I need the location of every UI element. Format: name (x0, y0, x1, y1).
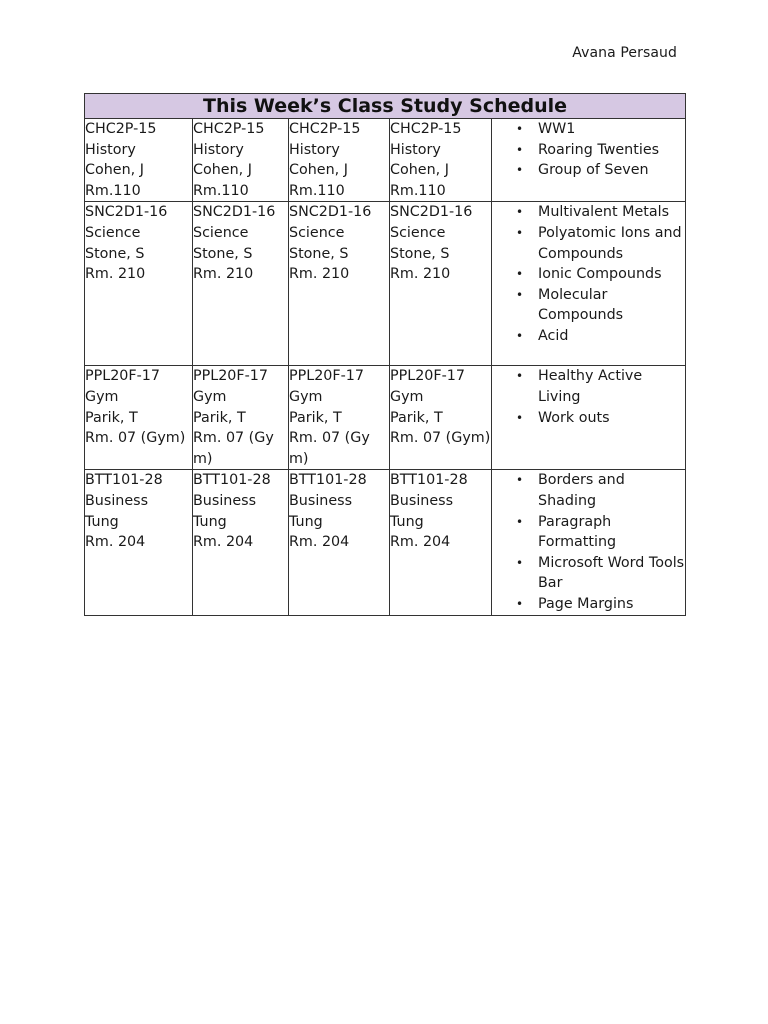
topics-cell (492, 470, 686, 615)
course-cell (289, 119, 390, 202)
topic-item: • Healthy Active Living (492, 366, 685, 407)
course-code: PPL20F-17 (289, 368, 364, 385)
course-cell (193, 470, 289, 615)
topic-item: • WW1 (492, 119, 685, 140)
course-code: PPL20F-17 (193, 368, 268, 385)
course-room: Rm. 07 (Gym) (390, 430, 491, 447)
course-code: SNC2D1-16 (193, 204, 276, 221)
course-teacher: Cohen, J (289, 162, 348, 179)
course-subject: History (289, 141, 340, 158)
course-code: PPL20F-17 (85, 368, 160, 385)
course-teacher: Stone, S (193, 245, 253, 262)
topic-item: • Borders and Shading (492, 470, 685, 511)
course-room: Rm. 204 (193, 534, 254, 551)
course-room: Rm. 210 (289, 266, 350, 283)
course-cell (85, 119, 193, 202)
course-cell (193, 202, 289, 366)
course-cell (85, 202, 193, 366)
course-subject: Science (289, 224, 345, 241)
course-teacher: Tung (289, 513, 323, 530)
course-cell (289, 202, 390, 366)
course-code: BTT101-28 (85, 472, 163, 489)
course-room: Rm.110 (193, 182, 249, 199)
course-code: SNC2D1-16 (85, 204, 168, 221)
course-cell (289, 366, 390, 470)
schedule-row-science (85, 202, 686, 366)
course-teacher: Parik, T (289, 409, 342, 426)
course-teacher: Parik, T (85, 409, 138, 426)
course-teacher: Tung (85, 513, 119, 530)
topic-item: • Polyatomic Ions and Compounds (492, 223, 685, 264)
topic-item: • Microsoft Word Tools Bar (492, 553, 685, 594)
course-teacher: Parik, T (193, 409, 246, 426)
course-teacher: Stone, S (390, 245, 450, 262)
course-code: CHC2P-15 (289, 121, 361, 137)
course-code: BTT101-28 (289, 472, 367, 489)
course-code: SNC2D1-16 (289, 204, 372, 221)
course-code: SNC2D1-16 (390, 204, 473, 221)
course-cell (193, 119, 289, 202)
topic-item: • Paragraph Formatting (492, 512, 685, 553)
schedule-row-gym (85, 366, 686, 470)
course-subject: Gym (85, 388, 119, 405)
study-schedule-table (84, 93, 686, 616)
course-room: Rm.110 (289, 182, 345, 199)
course-teacher: Stone, S (85, 245, 145, 262)
topic-item: • Multivalent Metals (492, 202, 685, 223)
course-room: Rm. 210 (193, 266, 254, 283)
topic-item: • Acid (492, 326, 685, 347)
course-cell (390, 202, 492, 366)
course-room: Rm. 204 (390, 534, 451, 551)
course-subject: Gym (390, 388, 424, 405)
topics-list (492, 119, 685, 181)
topic-item: • Group of Seven (492, 160, 685, 181)
topic-item: • Page Margins (492, 594, 685, 615)
topics-cell (492, 202, 686, 366)
course-subject: History (390, 141, 441, 158)
topics-list (492, 366, 685, 428)
course-teacher: Cohen, J (390, 162, 449, 179)
course-room: Rm. 210 (390, 266, 451, 283)
course-subject: Science (193, 224, 249, 241)
course-code: PPL20F-17 (390, 368, 465, 385)
course-code: BTT101-28 (390, 472, 468, 489)
course-room: Rm. 204 (289, 534, 350, 551)
course-subject: History (193, 141, 244, 158)
course-subject: Business (390, 492, 454, 509)
course-subject: Gym (289, 388, 323, 405)
schedule-title: This Week’s Class Study Schedule (85, 94, 686, 119)
topic-item: • Work outs (492, 408, 685, 429)
course-subject: Science (390, 224, 446, 241)
topics-list (492, 202, 685, 346)
topic-item: • Ionic Compounds (492, 264, 685, 285)
document-author: Avana Persaud (572, 45, 677, 61)
course-room: Rm. 07 (Gym) (193, 430, 274, 467)
course-room: Rm. 210 (85, 266, 146, 283)
course-cell (85, 366, 193, 470)
course-teacher: Stone, S (289, 245, 349, 262)
course-room: Rm.110 (390, 182, 446, 199)
topic-item: • Molecular Compounds (492, 285, 685, 326)
course-teacher: Tung (390, 513, 424, 530)
course-teacher: Parik, T (390, 409, 443, 426)
topics-cell (492, 366, 686, 470)
course-code: CHC2P-15 (390, 121, 462, 137)
course-cell (390, 470, 492, 615)
course-subject: Business (289, 492, 353, 509)
course-teacher: Cohen, J (193, 162, 252, 179)
course-code: CHC2P-15 (85, 121, 157, 137)
course-teacher: Tung (193, 513, 227, 530)
course-room: Rm. 07 (Gym) (289, 430, 370, 467)
course-subject: History (85, 141, 136, 158)
course-cell (390, 119, 492, 202)
course-teacher: Cohen, J (85, 162, 144, 179)
schedule-title-row (85, 94, 686, 119)
course-subject: Gym (193, 388, 227, 405)
course-code: CHC2P-15 (193, 121, 265, 137)
course-cell (85, 470, 193, 615)
course-code: BTT101-28 (193, 472, 271, 489)
course-room: Rm.110 (85, 182, 141, 199)
course-subject: Business (85, 492, 149, 509)
course-cell (193, 366, 289, 470)
schedule-row-history (85, 119, 686, 202)
course-cell (289, 470, 390, 615)
topic-item: • Roaring Twenties (492, 140, 685, 161)
topics-cell (492, 119, 686, 202)
course-subject: Business (193, 492, 257, 509)
course-cell (390, 366, 492, 470)
course-room: Rm. 204 (85, 534, 146, 551)
course-room: Rm. 07 (Gym) (85, 430, 186, 447)
course-subject: Science (85, 224, 141, 241)
topics-list (492, 470, 685, 614)
schedule-row-business (85, 470, 686, 615)
